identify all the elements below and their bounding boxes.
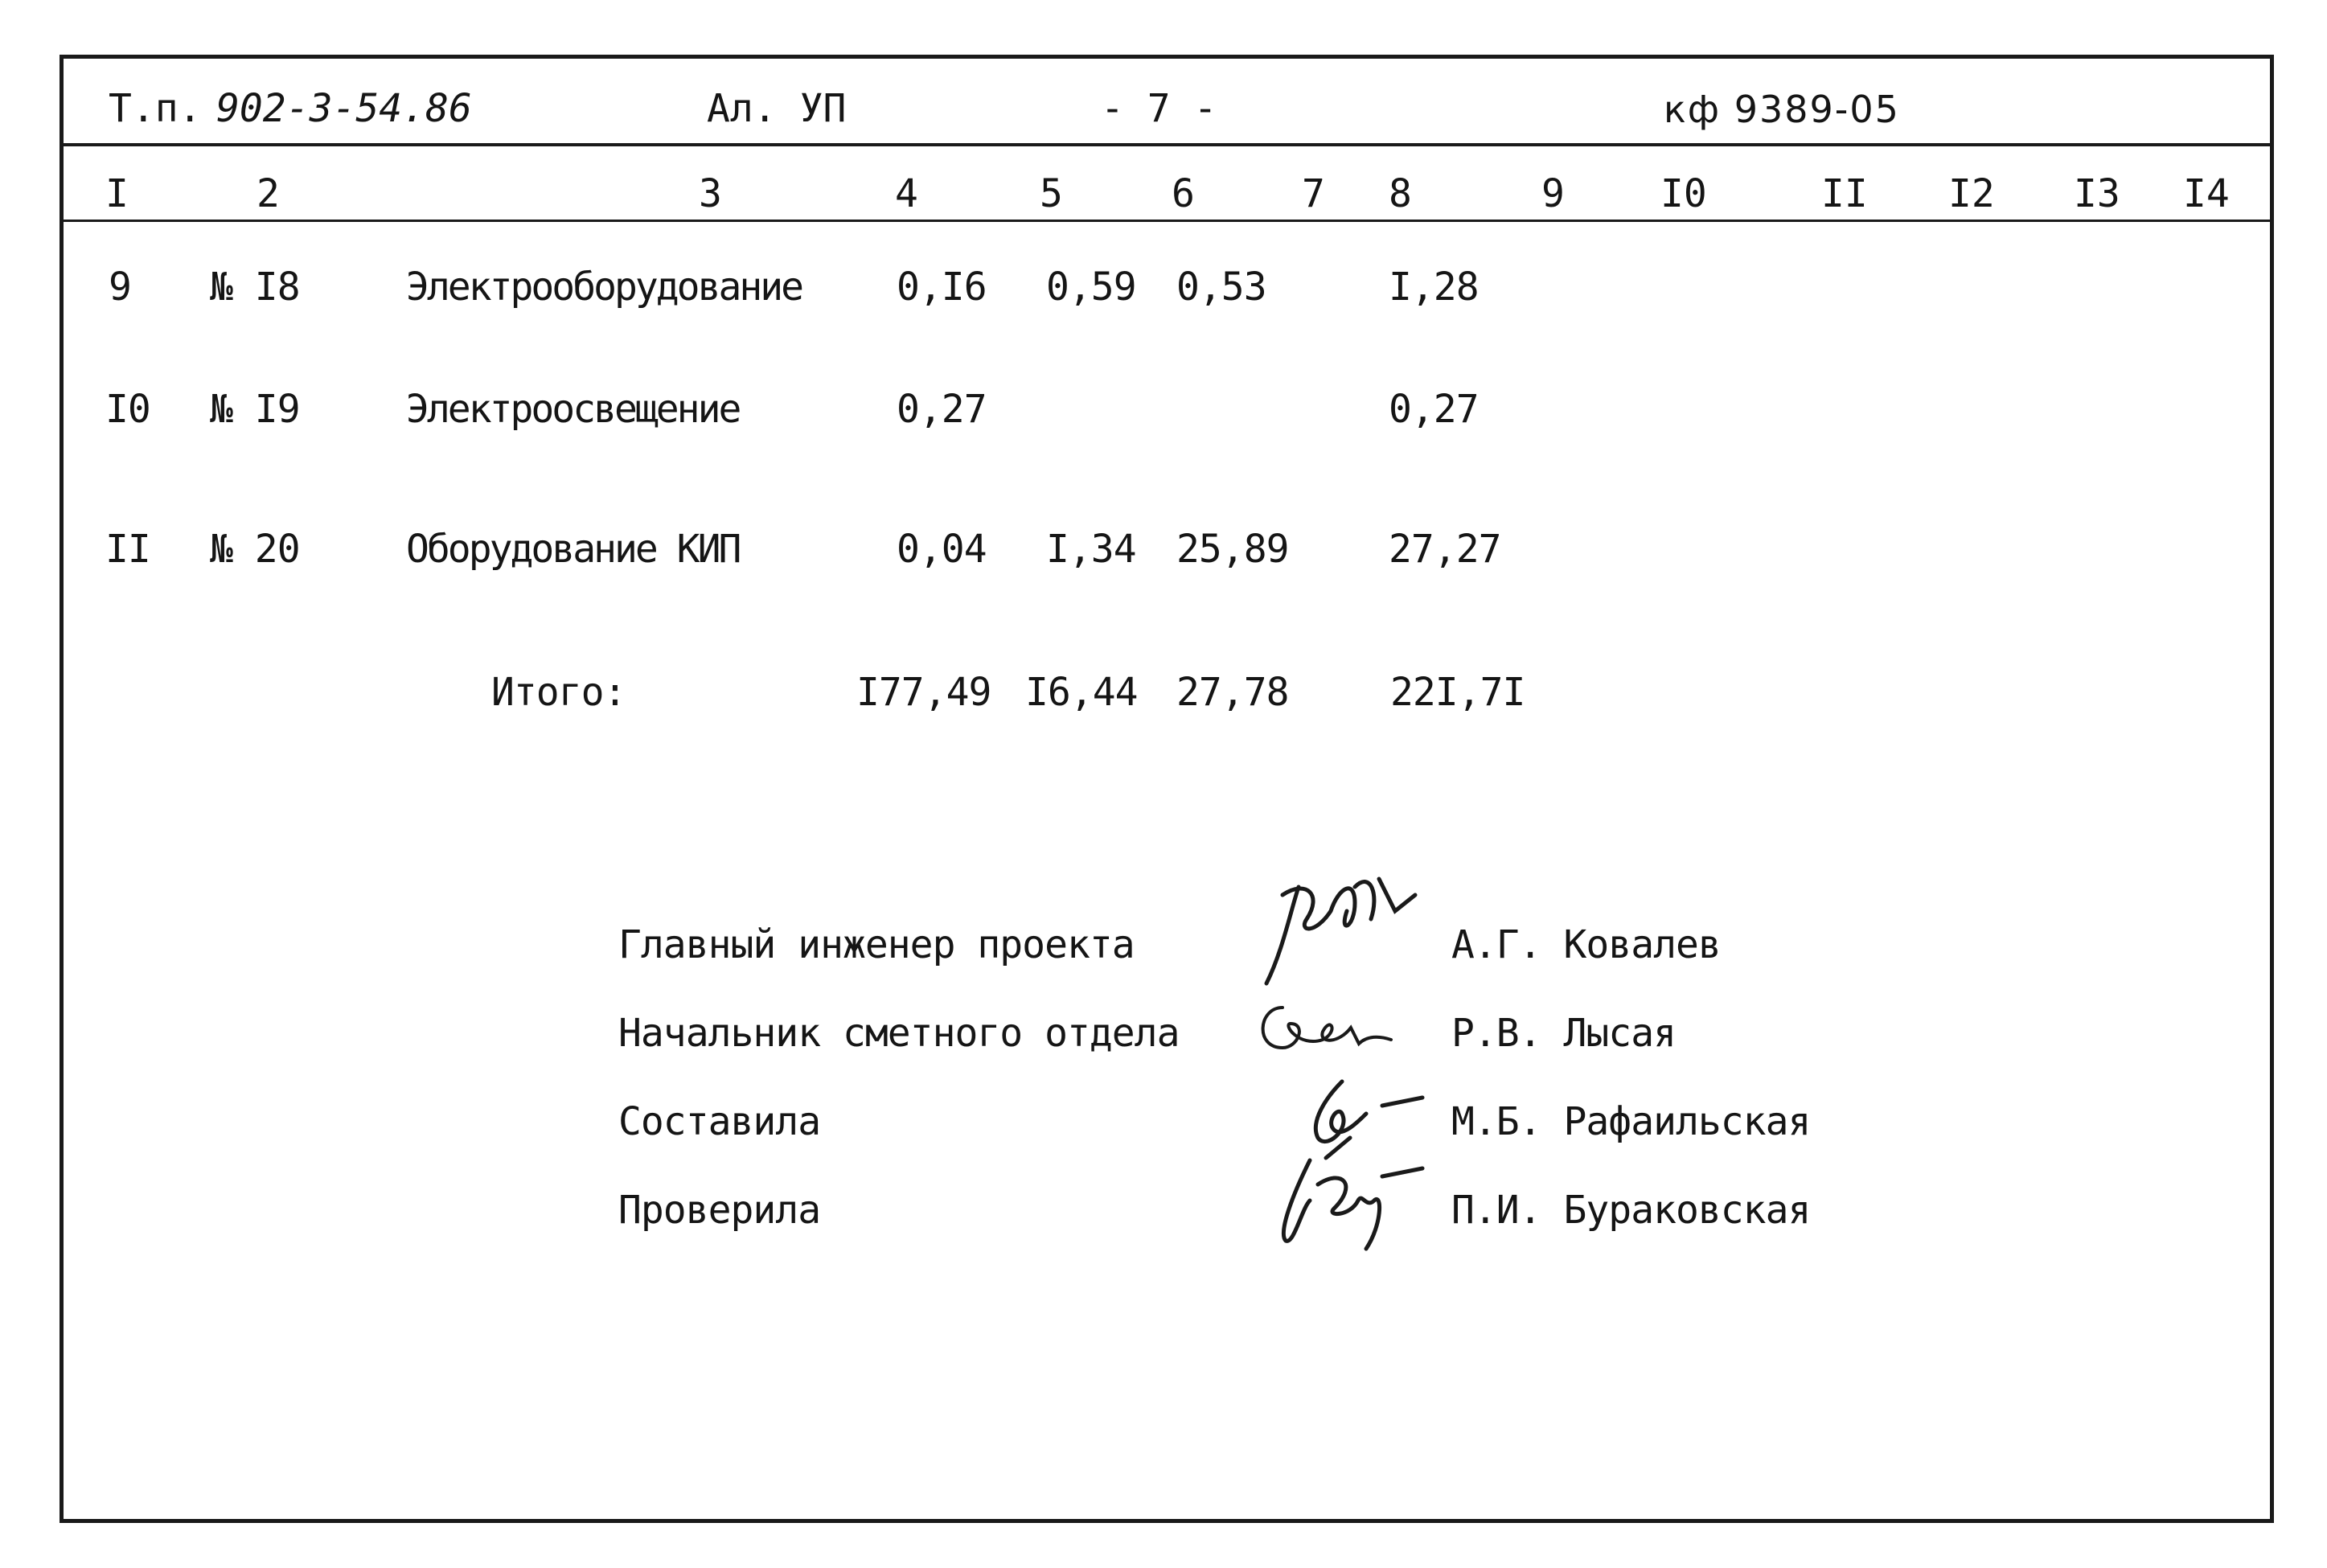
signer-role: Проверила (618, 1188, 821, 1233)
row-name: Оборудование КИП (406, 527, 740, 572)
row-col8: 27,27 (1389, 527, 1501, 572)
signature-mark (1270, 1152, 1430, 1257)
col-num-2: 2 (257, 171, 280, 216)
signer-name: П.И. Бураковская (1451, 1188, 1811, 1233)
col-num-11: II (1821, 171, 1868, 216)
series-number: 902-3-54.86 (216, 86, 472, 131)
signature-mark (1258, 863, 1427, 991)
col-num-12: I2 (1948, 171, 1995, 216)
row-col4: 0,I6 (897, 265, 987, 310)
album-label: Ал. УП (707, 86, 847, 131)
col-num-10: I0 (1660, 171, 1707, 216)
page-number: - 7 - (1101, 86, 1217, 131)
col-num-6: 6 (1172, 171, 1195, 216)
row-number: 9 (109, 265, 131, 310)
signer-role: Начальник сметного отдела (618, 1011, 1180, 1056)
total-col5: I6,44 (1025, 670, 1138, 715)
row-col8: 0,27 (1389, 387, 1479, 432)
document-frame (60, 55, 2274, 1523)
signature-mark (1250, 991, 1403, 1064)
total-col8: 22I,7I (1390, 670, 1525, 715)
row-col6: 25,89 (1176, 527, 1289, 572)
row-number: I0 (105, 387, 150, 432)
total-col4: I77,49 (856, 670, 991, 715)
signer-role: Главный инженер проекта (618, 922, 1135, 967)
col-num-1: I (105, 171, 129, 216)
col-num-8: 8 (1389, 171, 1412, 216)
archive-code: кф 9389-05 (1664, 88, 1900, 131)
col-num-14: I4 (2183, 171, 2230, 216)
col-num-4: 4 (895, 171, 918, 216)
row-reference: № I9 (210, 387, 300, 432)
column-header-divider (64, 220, 2270, 222)
row-name: Электроосвещение (406, 387, 740, 432)
row-col6: 0,53 (1176, 265, 1266, 310)
series-prefix: Т.п. (109, 86, 202, 131)
row-reference: № I8 (210, 265, 300, 310)
row-col4: 0,27 (897, 387, 987, 432)
col-num-7: 7 (1302, 171, 1325, 216)
header-divider (64, 143, 2270, 146)
col-num-13: I3 (2074, 171, 2120, 216)
row-col5: I,34 (1046, 527, 1136, 572)
row-number: II (105, 527, 150, 572)
row-name: Электрооборудование (406, 265, 802, 310)
row-col8: I,28 (1389, 265, 1479, 310)
row-col4: 0,04 (897, 527, 987, 572)
signer-name: М.Б. Рафаильская (1451, 1099, 1811, 1144)
signature-mark (1294, 1073, 1430, 1162)
row-reference: № 20 (210, 527, 300, 572)
signer-name: Р.В. Лысая (1451, 1011, 1676, 1056)
col-num-5: 5 (1040, 171, 1063, 216)
col-num-9: 9 (1541, 171, 1565, 216)
total-label: Итого: (491, 670, 626, 715)
signer-name: А.Г. Ковалев (1451, 922, 1721, 967)
signer-role: Составила (618, 1099, 821, 1144)
col-num-3: 3 (699, 171, 722, 216)
row-col5: 0,59 (1046, 265, 1136, 310)
total-col6: 27,78 (1176, 670, 1289, 715)
